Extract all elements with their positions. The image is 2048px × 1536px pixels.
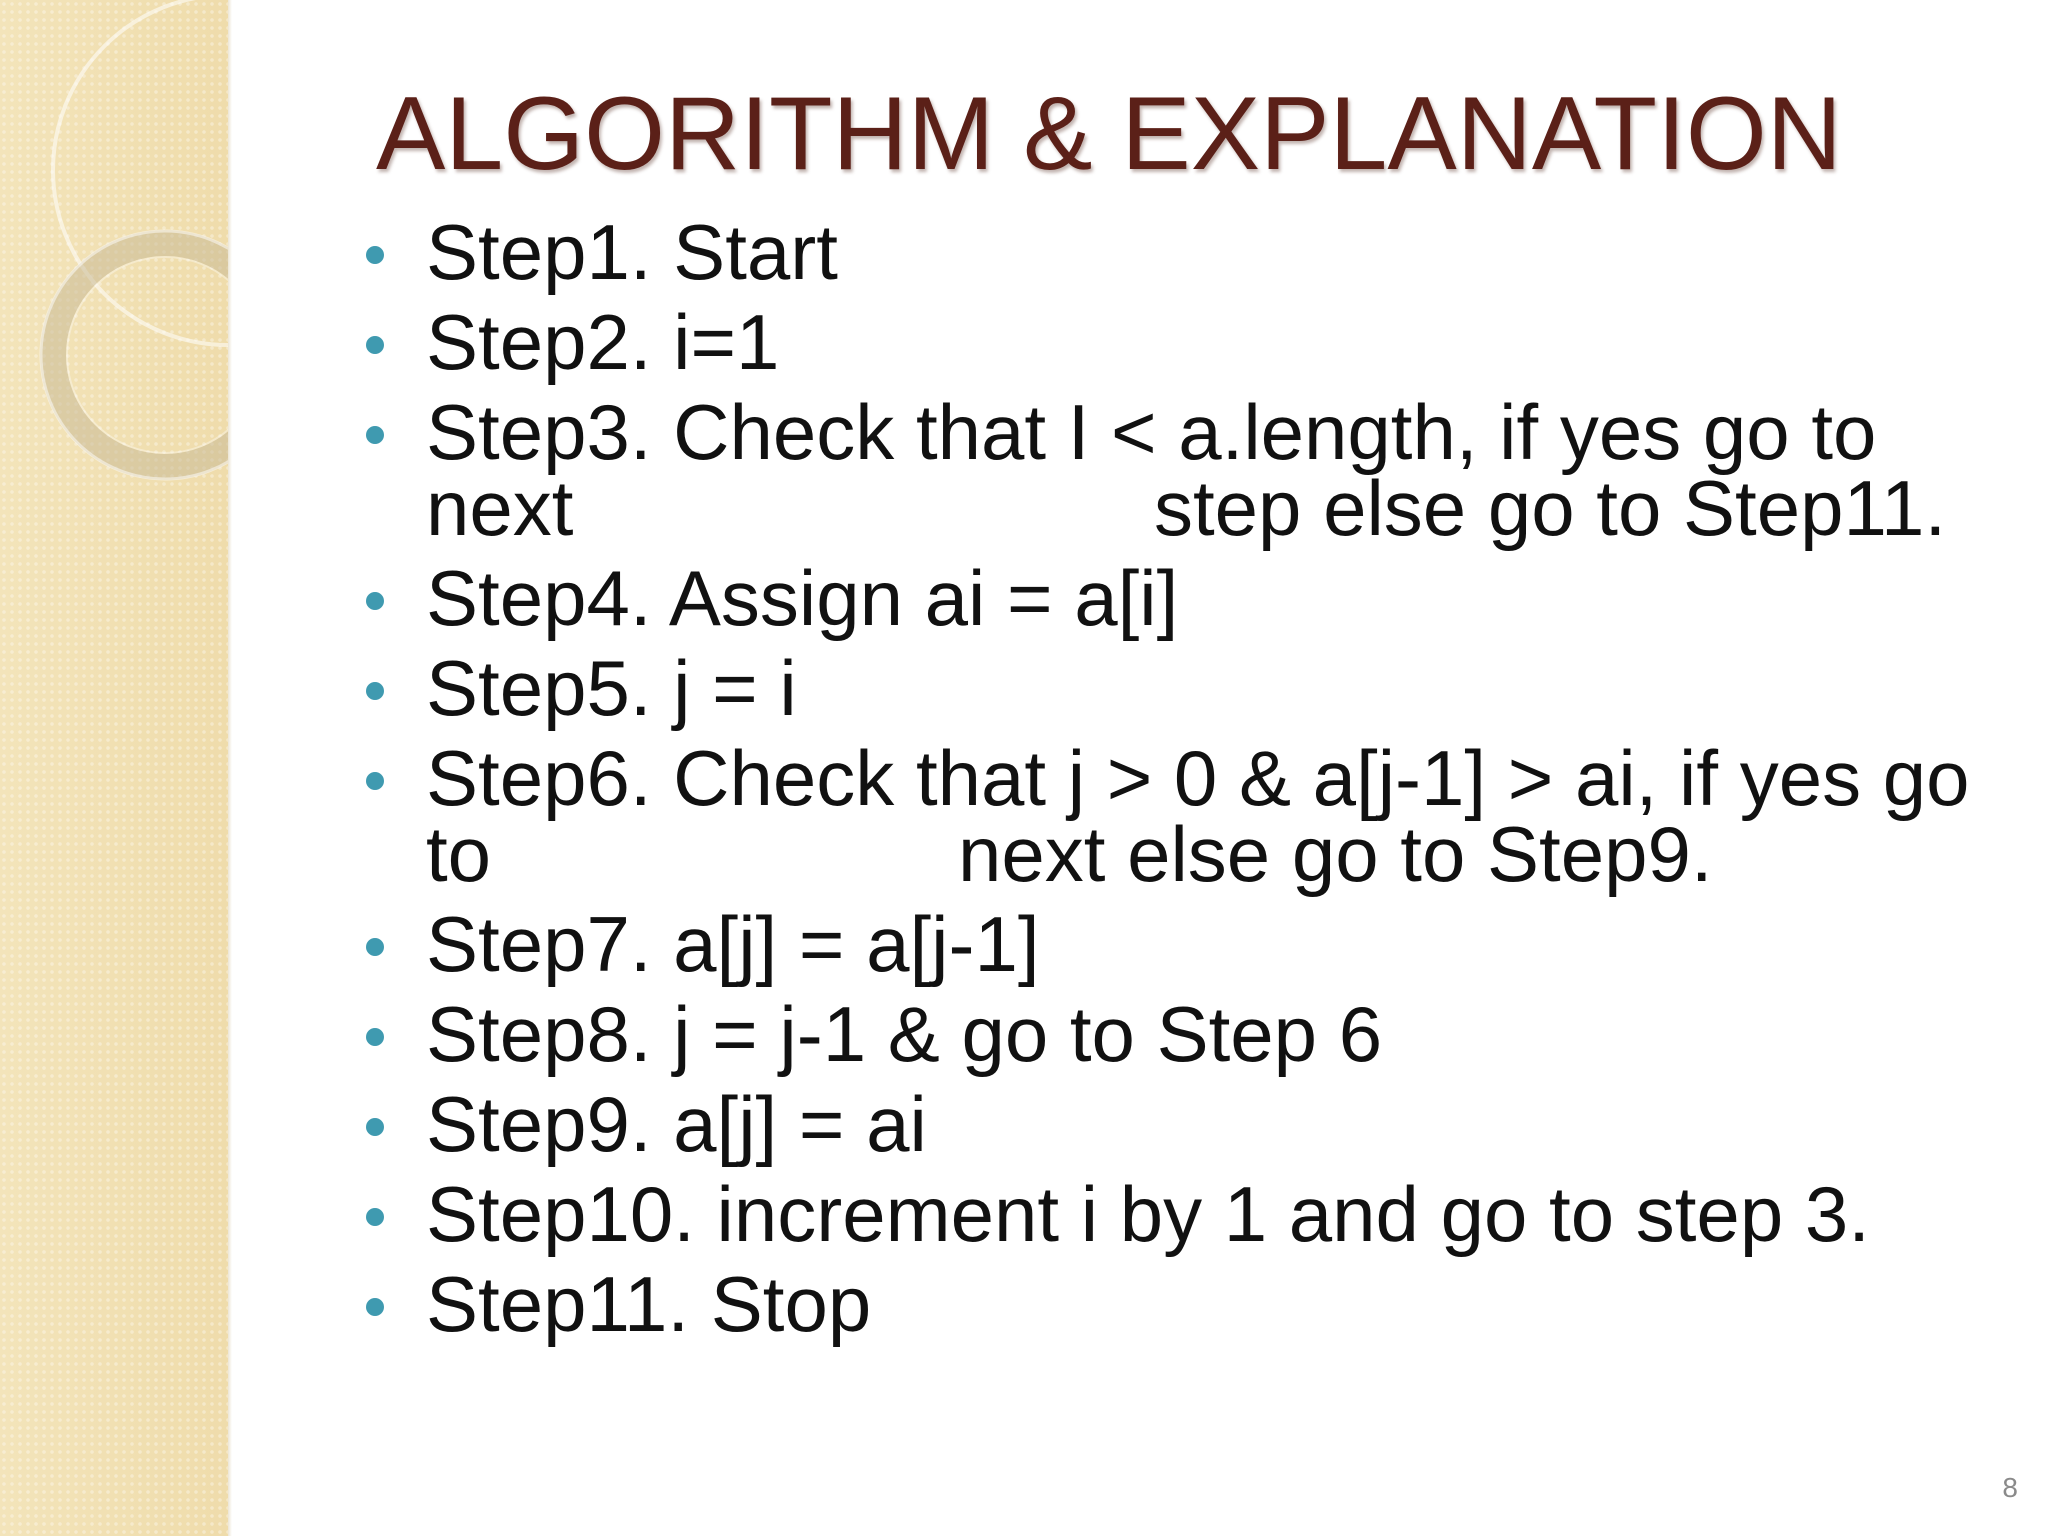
step-text: Step4. Assign ai = a[i]	[426, 554, 1179, 642]
step-text: Step5. j = i	[426, 644, 797, 732]
list-item	[362, 1080, 1982, 1168]
list-item	[362, 208, 1982, 296]
step-text: Step7. a[j] = a[j-1]	[426, 900, 1040, 988]
bullet-icon	[366, 426, 384, 444]
step-continuation-word: to	[426, 810, 492, 898]
step-text: Step10. increment i by 1 and go to step 3.	[426, 1170, 1870, 1258]
step-list	[362, 208, 1982, 1356]
step-text: Step8. j = j-1 & go to Step 6	[426, 990, 1383, 1078]
decorative-rings	[0, 0, 228, 1536]
step-continuation-tail: step else go to Step11.	[1154, 464, 1947, 552]
list-item	[362, 734, 1982, 898]
list-item	[362, 900, 1982, 988]
step-text: Step1. Start	[426, 208, 838, 296]
bullet-icon	[366, 1298, 384, 1316]
bullet-icon	[366, 772, 384, 790]
bullet-icon	[366, 682, 384, 700]
bullet-icon	[366, 246, 384, 264]
step-continuation	[426, 810, 1982, 898]
list-item	[362, 1170, 1982, 1258]
step-continuation-word: next	[426, 464, 574, 552]
bullet-icon	[366, 938, 384, 956]
step-text: Step3. Check that I < a.length, if yes go to	[426, 388, 1877, 476]
bullet-icon	[366, 1028, 384, 1046]
list-item	[362, 990, 1982, 1078]
step-text: Step6. Check that j > 0 & a[j-1] > ai, if yes go	[426, 734, 1970, 822]
slide-title: ALGORITHM & EXPLANATION	[376, 76, 1842, 192]
step-text: Step11. Stop	[426, 1260, 872, 1348]
bullet-icon	[366, 592, 384, 610]
decorative-side-panel	[0, 0, 228, 1536]
list-item	[362, 298, 1982, 386]
bullet-icon	[366, 1208, 384, 1226]
list-item	[362, 554, 1982, 642]
step-continuation	[426, 464, 1982, 552]
page-number: 8	[2002, 1472, 2018, 1503]
step-text: Step2. i=1	[426, 298, 780, 386]
side-panel-edge	[228, 0, 232, 1536]
list-item	[362, 1260, 1982, 1348]
step-text: Step9. a[j] = ai	[426, 1080, 927, 1168]
bullet-icon	[366, 1118, 384, 1136]
list-item	[362, 644, 1982, 732]
list-item	[362, 388, 1982, 552]
bullet-icon	[366, 336, 384, 354]
step-continuation-tail: next else go to Step9.	[958, 810, 1713, 898]
